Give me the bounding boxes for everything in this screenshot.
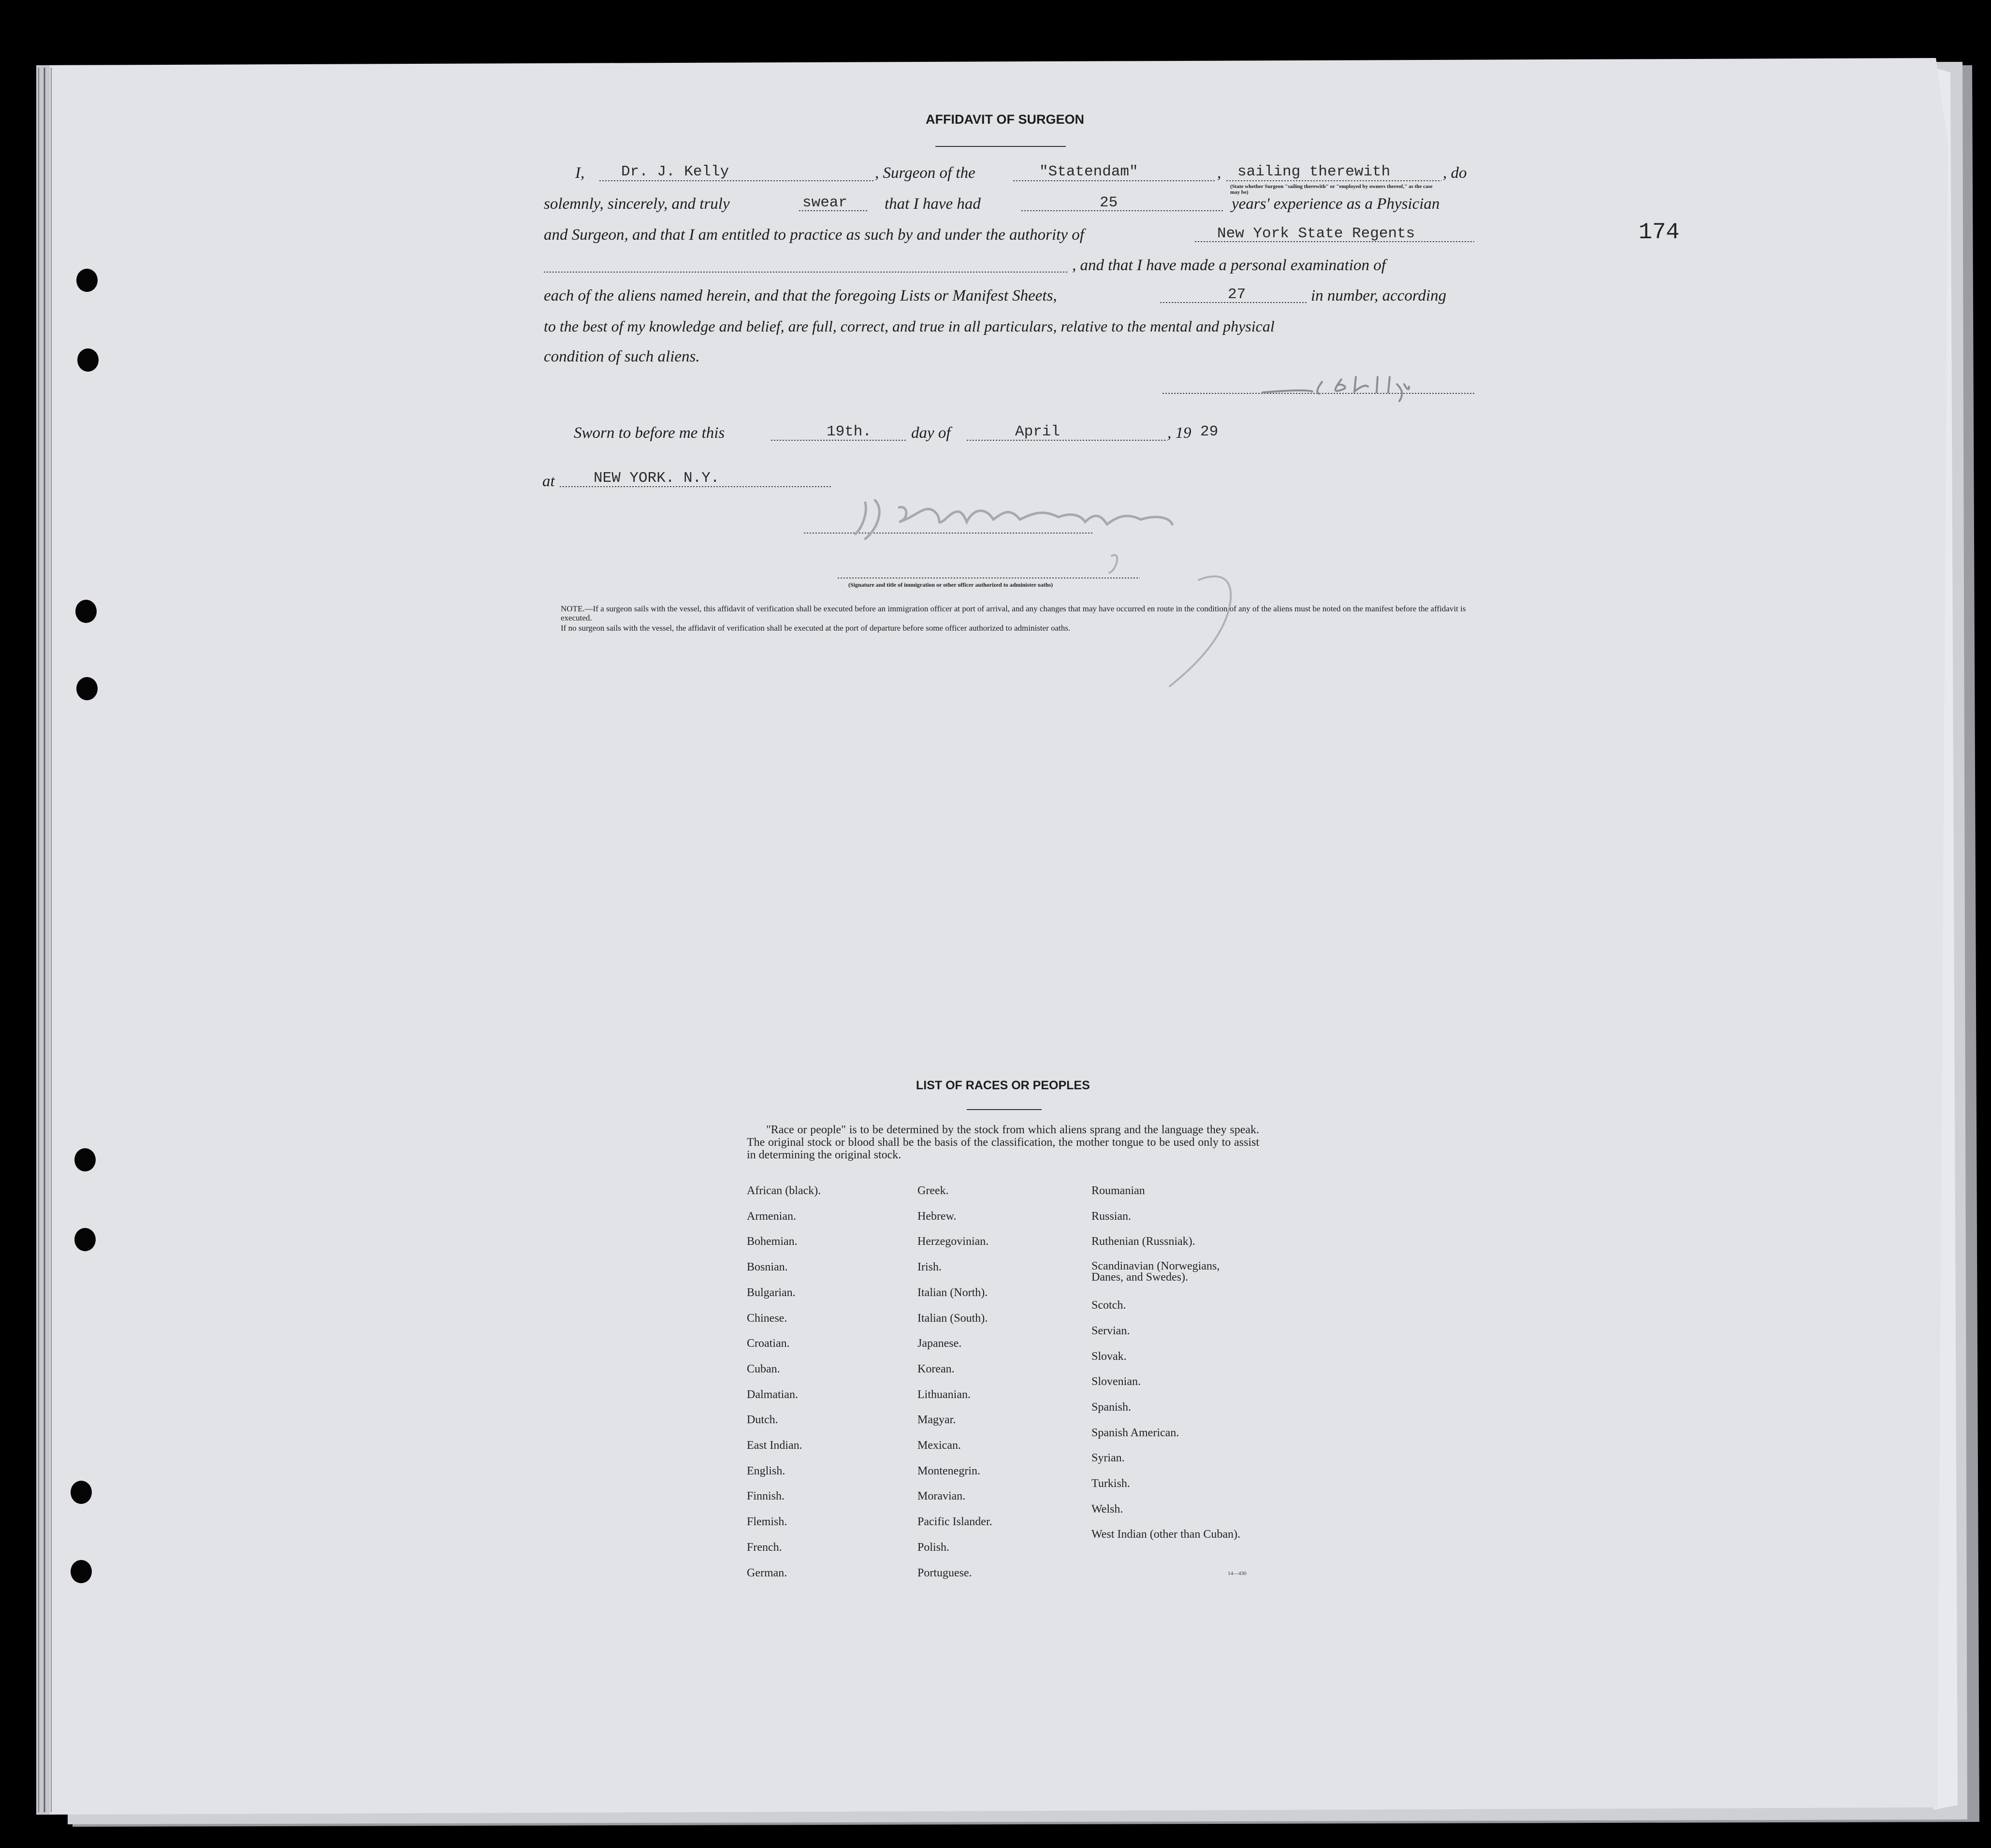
affidavit-surgeon-of: , Surgeon of the [875,164,975,182]
sworn-month-field: April [1015,423,1061,440]
race-item: English. [747,1464,785,1477]
ship-name-field: "Statendam" [1039,163,1138,180]
race-item: Finnish. [747,1490,785,1503]
years-experience-field: 25 [1100,194,1118,211]
page-number: 174 [1639,220,1680,245]
race-item: Italian (North). [917,1286,988,1299]
affidavit-years-text: years' experience as a Physician [1232,195,1440,213]
race-item: Cuban. [747,1362,780,1375]
race-item: Irish. [917,1261,942,1274]
race-item: Moravian. [917,1490,966,1503]
race-item: Welsh. [1091,1502,1123,1516]
race-item: Spanish. [1091,1400,1132,1414]
race-item: Polish. [917,1541,950,1554]
race-item: Slovak. [1091,1350,1127,1363]
race-item: Lithuanian. [917,1388,971,1401]
race-item: Magyar. [917,1414,956,1427]
race-item: Herzegovinian. [917,1235,989,1248]
race-item: Montenegrin. [917,1464,980,1477]
binder-hole [77,348,99,372]
sworn-year-prefix: , 19 [1167,424,1192,442]
sworn-location-field: NEW YORK. N.Y. [594,470,720,487]
race-item: Dalmatian. [747,1388,798,1401]
affidavit-solemnly: solemnly, sincerely, and truly [544,195,730,213]
binder-hole [74,1148,96,1171]
sheet-count-field: 27 [1228,286,1246,303]
affidavit-that-i-have-had: that I have had [885,195,981,213]
oath-type-field: swear [802,194,848,211]
race-item: Armenian. [747,1210,796,1223]
race-item: Turkish. [1091,1477,1130,1490]
race-item: Korean. [917,1362,955,1375]
affidavit-do: , do [1443,164,1467,182]
affidavit-personal-exam: , and that I have made a personal examination of [1072,257,1386,274]
sworn-day-field: 19th. [827,423,872,440]
sailing-status-field: sailing therewith [1237,163,1391,180]
affidavit-each-of: each of the aliens named herein, and that the foregoing Lists or Manifest Sheets, [544,287,1057,304]
signature-caption: (Signature and title of immigration or other officer authorized to administer oaths) [848,581,1053,588]
race-item: Chinese. [747,1312,787,1325]
race-item: Hebrew. [917,1210,957,1223]
race-item: Mexican. [917,1439,961,1452]
affidavit-in-number: in number, according [1311,287,1447,304]
race-item: Portuguese. [917,1566,972,1579]
race-item: Scotch. [1091,1299,1126,1312]
race-item: Bosnian. [747,1261,788,1274]
sworn-day-of: day of [911,424,951,442]
race-item: Greek. [917,1184,949,1197]
affidavit-note-2: If no surgeon sails with the vessel, the affidavit of verification shall be executed at the port of departure before some officer authorized to administer oaths. [561,623,1071,633]
binder-hole [76,677,98,700]
affidavit-condition: condition of such aliens. [544,348,700,365]
race-item: Bohemian. [747,1235,798,1248]
sailing-status-note: (State whether Surgeon "sailing therewith" or "employed by owners thereof," as the case may be) [1230,184,1433,195]
race-item: Pacific Islander. [917,1516,992,1529]
binder-hole [71,1560,92,1583]
race-item: African (black). [747,1184,821,1197]
affidavit-comma: , [1217,164,1221,182]
sworn-at-label: at [542,473,555,490]
race-item: German. [747,1566,787,1579]
binder-hole [74,1228,96,1251]
race-item: Ruthenian (Russniak). [1091,1235,1195,1248]
race-item: Flemish. [747,1516,787,1529]
race-item: West Indian (other than Cuban). [1091,1528,1240,1541]
race-item: Croatian. [747,1337,790,1350]
races-title: LIST OF RACES OR PEOPLES [916,1079,1090,1092]
binder-hole [71,1481,92,1504]
race-item: Italian (South). [917,1312,988,1325]
race-item: Bulgarian. [747,1286,796,1299]
race-item: Japanese. [917,1337,962,1350]
binder-hole [76,269,98,292]
race-item: Roumanian [1091,1184,1145,1197]
affidavit-to-the-best: to the best of my knowledge and belief, are full, correct, and true in all particulars, relative to the mental and physical [544,318,1275,335]
binder-hole [75,600,97,623]
races-title-rule [967,1109,1042,1110]
sworn-year-field: 29 [1200,423,1219,440]
race-item: Servian. [1091,1324,1130,1337]
race-item: Syrian. [1091,1452,1125,1465]
sworn-to-label: Sworn to before me this [574,424,725,442]
affidavit-note-1: NOTE.—If a surgeon sails with the vessel, this affidavit of verification shall be executed before an immigration officer at port of arrival, and any changes that may have occurred en route in the condition of any of the aliens must be noted on the manifest before the affidavit is executed. [561,604,1466,622]
race-item: Scandinavian (Norwegians, Danes, and Swedes). [1091,1260,1220,1284]
race-item: Slovenian. [1091,1375,1141,1388]
affidavit-title: AFFIDAVIT OF SURGEON [926,112,1084,127]
surgeon-name-field: Dr. J. Kelly [621,163,729,180]
race-item: Dutch. [747,1414,778,1427]
race-item: Spanish American. [1091,1426,1179,1439]
affidavit-and-surgeon: and Surgeon, and that I am entitled to practice as such by and under the authority of [544,226,1084,244]
race-item: French. [747,1541,782,1554]
authority-field: New York State Regents [1217,225,1415,242]
races-intro: "Race or people" is to be determined by the stock from which aliens sprang and the language they speak. The original stock or blood shall be the basis of the classification, the mother tongue to be used only to assist in determining the original stock. [747,1124,1259,1161]
affidavit-i: I, [575,164,585,182]
form-code: 14—430 [1228,1571,1247,1576]
race-item: Russian. [1091,1210,1132,1223]
race-item: East Indian. [747,1439,802,1452]
